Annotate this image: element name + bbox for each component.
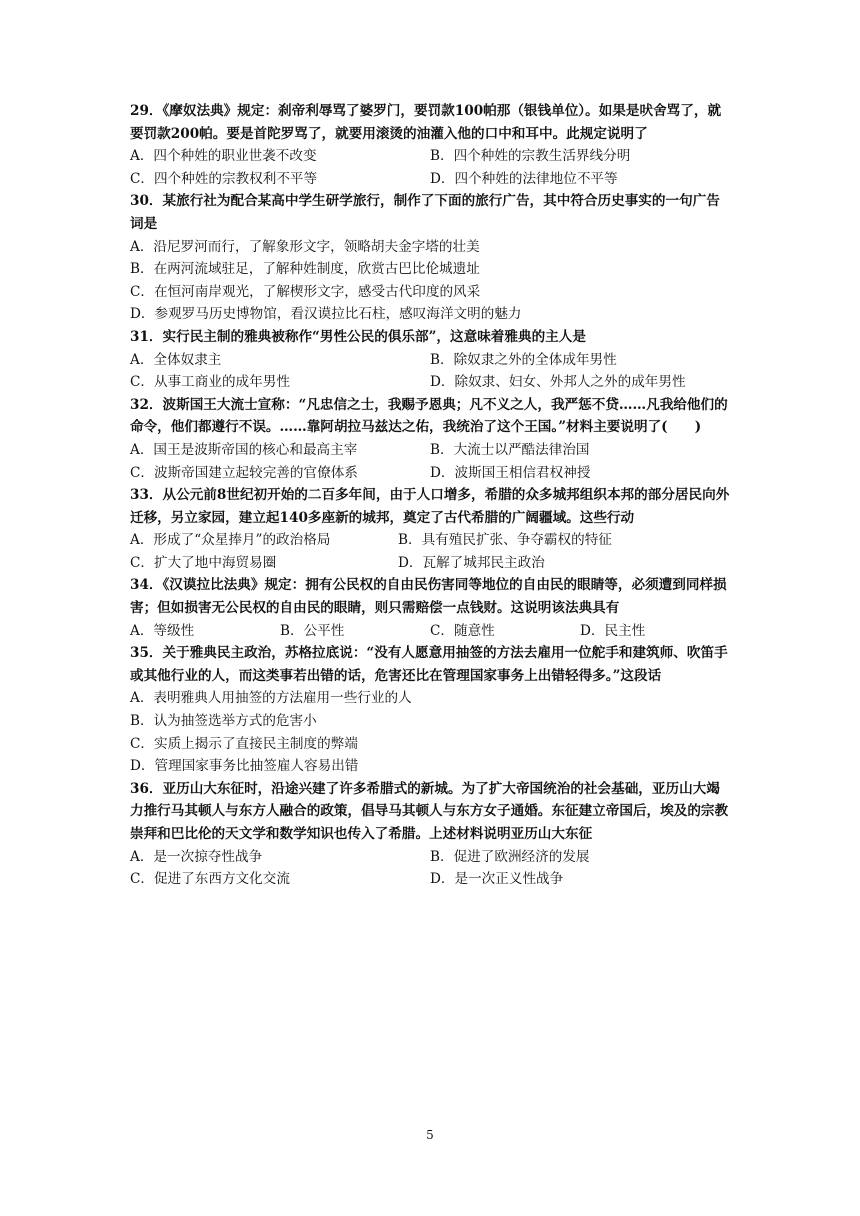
option-b: B．具有殖民扩张、争夺霸权的特征 bbox=[398, 532, 612, 549]
option-row bbox=[130, 439, 730, 462]
question-stem: 29．《摩奴法典》规定：刹帝利辱骂了婆罗门，要罚款100帕那（银钱单位）。如果是吠舍骂了，就要罚款200帕。要是首陀罗骂了，就要用滚烫的油灌入他的口中和耳中。此规定说明了 bbox=[130, 103, 722, 142]
option-b: B．在两河流域驻足，了解种姓制度，欣赏古巴比伦城遗址 bbox=[130, 261, 480, 278]
option-a: A．表明雅典人用抽签的方法雇用一些行业的人 bbox=[130, 690, 412, 707]
option-c: C．扩大了地中海贸易圈 bbox=[130, 554, 277, 571]
option-b: B．促进了欧洲经济的发展 bbox=[430, 848, 590, 865]
option-d: D．除奴隶、妇女、外邦人之外的成年男性 bbox=[430, 374, 686, 391]
option-d: D．管理国家事务比抽签雇人容易出错 bbox=[130, 758, 359, 775]
option-c: C．随意性 bbox=[430, 622, 495, 639]
question-30 bbox=[130, 190, 730, 326]
question-stem: 32．波斯国王大流士宣称：“凡忠信之士，我赐予恩典；凡不义之人，我严惩不贷……凡我给他们的命令，他们都遵行不误。……靠阿胡拉马兹达之佑，我统治了这个王国。”材料主要说明了( ) bbox=[130, 396, 728, 436]
question-35 bbox=[130, 642, 730, 778]
question-stem: 30．某旅行社为配合某高中学生研学旅行，制作了下面的旅行广告，其中符合历史事实的一句广告词是 bbox=[130, 193, 720, 232]
question-33 bbox=[130, 484, 730, 574]
question-stem: 36．亚历山大东征时，沿途兴建了许多希腊式的新城。为了扩大帝国统治的社会基础，亚历山大竭力推行马其顿人与东方人融合的政策，倡导马其顿人与东方女子通婚。东征建立帝国后，埃及的宗教崇拜和巴比伦的天文学和数学知识也传入了希腊。上述材料说明亚历山大东征 bbox=[130, 780, 729, 842]
page-number: 5 bbox=[426, 1128, 434, 1142]
option-a: A．国王是波斯帝国的核心和最高主宰 bbox=[130, 441, 358, 458]
option-d: D．波斯国王相信君权神授 bbox=[430, 464, 591, 481]
option-a: A．四个种姓的职业世袭不改变 bbox=[130, 148, 317, 165]
option-row bbox=[130, 552, 730, 575]
option-row bbox=[130, 145, 730, 168]
option-row bbox=[130, 462, 730, 485]
option-d: D．参观罗马历史博物馆，看汉谟拉比石柱，感叹海洋文明的魅力 bbox=[130, 306, 522, 323]
option-row bbox=[130, 349, 730, 372]
option-row bbox=[130, 168, 730, 191]
option-d: D．四个种姓的法律地位不平等 bbox=[430, 170, 618, 187]
question-32 bbox=[130, 394, 730, 484]
option-c: C．实质上揭示了直接民主制度的弊端 bbox=[130, 735, 358, 752]
option-d: D．民主性 bbox=[580, 622, 646, 639]
option-c: C．波斯帝国建立起较完善的官僚体系 bbox=[130, 464, 358, 481]
question-31 bbox=[130, 326, 730, 394]
option-d: D．是一次正义性战争 bbox=[430, 871, 564, 888]
option-b: B．认为抽签选举方式的危害小 bbox=[130, 713, 317, 730]
question-stem: 33．从公元前8世纪初开始的二百多年间，由于人口增多，希腊的众多城邦组织本邦的部分居民向外迁移，另立家园，建立起140多座新的城邦，奠定了古代希腊的广阔疆域。这些行动 bbox=[130, 487, 730, 526]
question-34 bbox=[130, 574, 730, 642]
option-row bbox=[130, 620, 730, 643]
option-c: C．从事工商业的成年男性 bbox=[130, 374, 290, 391]
option-row bbox=[130, 868, 730, 891]
option-a: A．沿尼罗河而行，了解象形文字，领略胡夫金字塔的壮美 bbox=[130, 238, 480, 255]
option-c: C．四个种姓的宗教权利不平等 bbox=[130, 170, 318, 187]
option-row bbox=[130, 846, 730, 869]
option-b: B．四个种姓的宗教生活界线分明 bbox=[430, 148, 631, 165]
option-b: B．除奴隶之外的全体成年男性 bbox=[430, 351, 617, 368]
option-a: A．形成了“众星捧月”的政治格局 bbox=[130, 532, 331, 549]
question-list bbox=[130, 100, 730, 891]
question-stem: 31．实行民主制的雅典被称作“男性公民的俱乐部”，这意味着雅典的主人是 bbox=[130, 328, 586, 345]
option-d: D．瓦解了城邦民主政治 bbox=[398, 554, 545, 571]
option-c: C．促进了东西方文化交流 bbox=[130, 871, 290, 888]
option-c: C．在恒河南岸观光，了解楔形文字，感受古代印度的风采 bbox=[130, 283, 481, 300]
option-b: B．公平性 bbox=[280, 622, 345, 639]
option-b: B．大流士以严酷法律治国 bbox=[430, 441, 590, 458]
option-row bbox=[130, 371, 730, 394]
option-a: A．全体奴隶主 bbox=[130, 351, 222, 368]
option-a: A．等级性 bbox=[130, 622, 195, 639]
option-a: A．是一次掠夺性战争 bbox=[130, 848, 263, 865]
question-stem: 35．关于雅典民主政治，苏格拉底说：“没有人愿意用抽签的方法去雇用一位舵手和建筑师、吹笛手或其他行业的人，而这类事若出错的话，危害还比在管理国家事务上出错轻得多。”这段话 bbox=[130, 645, 728, 684]
question-stem: 34．《汉谟拉比法典》规定：拥有公民权的自由民伤害同等地位的自由民的眼睛等，必须遭到同样损害；但如损害无公民权的自由民的眼睛，则只需赔偿一点钱财。这说明该法典具有 bbox=[130, 577, 727, 617]
question-29 bbox=[130, 100, 730, 190]
option-row bbox=[130, 529, 730, 552]
question-36 bbox=[130, 778, 730, 891]
